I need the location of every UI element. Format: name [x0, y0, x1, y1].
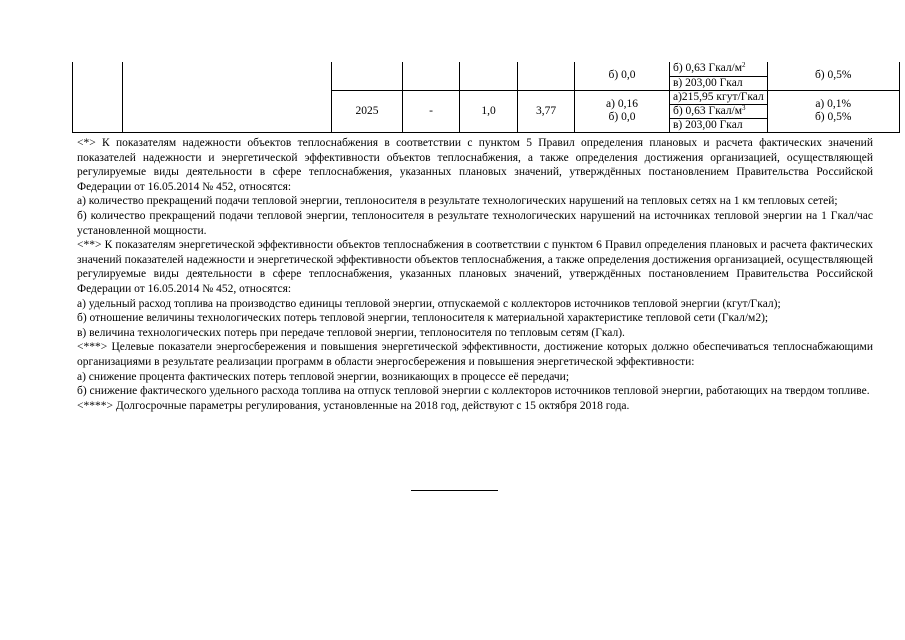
footnote-paragraph: в) величина технологических потерь при передаче тепловой энергии, теплоносителя по тепловым сетям (Гкал).	[77, 326, 625, 339]
table-cell	[767, 90, 899, 132]
table-cell: -	[403, 90, 460, 132]
table-cell: в) 203,00 Гкал	[670, 118, 768, 132]
footnote-paragraph: а) количество прекращений подачи тепловой энергии, теплоносителя в результате технологических нарушений на тепловых сетях на 1 км тепловых сетей;	[77, 195, 838, 208]
footnote-paragraph: б) количество прекращений подачи тепловой энергии, теплоносителя в результате технологических нарушений на источниках тепловой энергии на 1 Гкал/час установленной мощности.	[77, 209, 873, 237]
table-cell: 3,77	[518, 90, 575, 132]
table-cell	[332, 62, 403, 90]
table-cell: в) 203,00 Гкал	[670, 76, 768, 90]
table-cell: 1,0	[460, 90, 518, 132]
table-cell	[460, 62, 518, 90]
table-cell: б) 0,5%	[767, 62, 899, 90]
table-cell	[575, 90, 670, 132]
table-cell	[518, 62, 575, 90]
footnote-paragraph: а) удельный расход топлива на производство единицы тепловой энергии, отпускаемой с коллекторов источников тепловой энергии (кгут/Гкал);	[77, 297, 781, 310]
table-row	[73, 62, 900, 76]
table-cell	[670, 104, 768, 118]
footnote-paragraph: б) отношение величины технологических потерь тепловой энергии, теплоносителя к материальной характеристике тепловой сети (Гкал/м2);	[77, 312, 769, 325]
footnote-paragraph: <**> К показателям энергетической эффективности объектов теплоснабжения в соответствии с пунктом 6 Правил определения плановых и расчета фактических значений показателей надежности и энергетической эффективности объектов теплоснабжения, а также определения достижения организацией, осуществляющей регулируемые виды деятельности в сфере теплоснабжения, указанных плановых значений, утверждённых постановлением Правительства Российской Федерации от 16.05.2014 № 452, относятся:	[77, 239, 873, 295]
table-cell	[403, 62, 460, 90]
footnote-paragraph: б) снижение фактического удельного расхода топлива на отпуск тепловой энергии с коллекторов источников тепловой энергии, работающих на твердом топливе.	[77, 385, 870, 398]
table-cell: а)215,95 кгут/Гкал	[670, 90, 768, 104]
superscript: 3	[742, 104, 746, 112]
footnote-paragraph: а) снижение процента фактических потерь тепловой энергии, возникающих в процессе её передачи;	[77, 370, 570, 383]
footnote-paragraph: <****> Долгосрочные параметры регулирования, установленные на 2018 год, действуют с 15 октября 2018 года.	[77, 399, 630, 412]
table-cell	[73, 62, 123, 132]
table-cell: б) 0,0	[575, 62, 670, 90]
superscript: 2	[742, 62, 746, 70]
indicators-table	[72, 62, 900, 133]
table-cell	[670, 62, 768, 76]
cell-line: а) 0,16	[606, 98, 638, 111]
cell-line: б) 0,0	[608, 111, 636, 123]
cell-text: б) 0,63 Гкал/м	[673, 62, 743, 75]
footnote-paragraph: <*> К показателям надежности объектов теплоснабжения в соответствии с пунктом 5 Правил определения плановых и расчета фактических значений показателей надежности и энергетической эффективности объектов теплоснабжения, а также определения достижения организацией, осуществляющей регулируемые виды деятельности в сфере теплоснабжения, указанных плановых значений, утверждённых постановлением Правительства Российской Федерации от 16.05.2014 № 452, относятся:	[77, 137, 873, 193]
footnote-paragraph: <***> Целевые показатели энергосбережения и повышения энергетической эффективности, достижение которых должно обеспечиваться теплоснабжающими организациями в результате реализации программ в области энергосбережения и повышения энергетической эффективности:	[77, 341, 873, 368]
separator-line	[411, 490, 498, 491]
cell-text: б) 0,63 Гкал/м	[673, 104, 743, 117]
table-cell	[123, 62, 332, 132]
table-cell: 2025	[332, 90, 403, 132]
footnotes	[77, 136, 873, 413]
cell-line: б) 0,5%	[814, 111, 852, 123]
cell-line: а) 0,1%	[815, 98, 852, 111]
